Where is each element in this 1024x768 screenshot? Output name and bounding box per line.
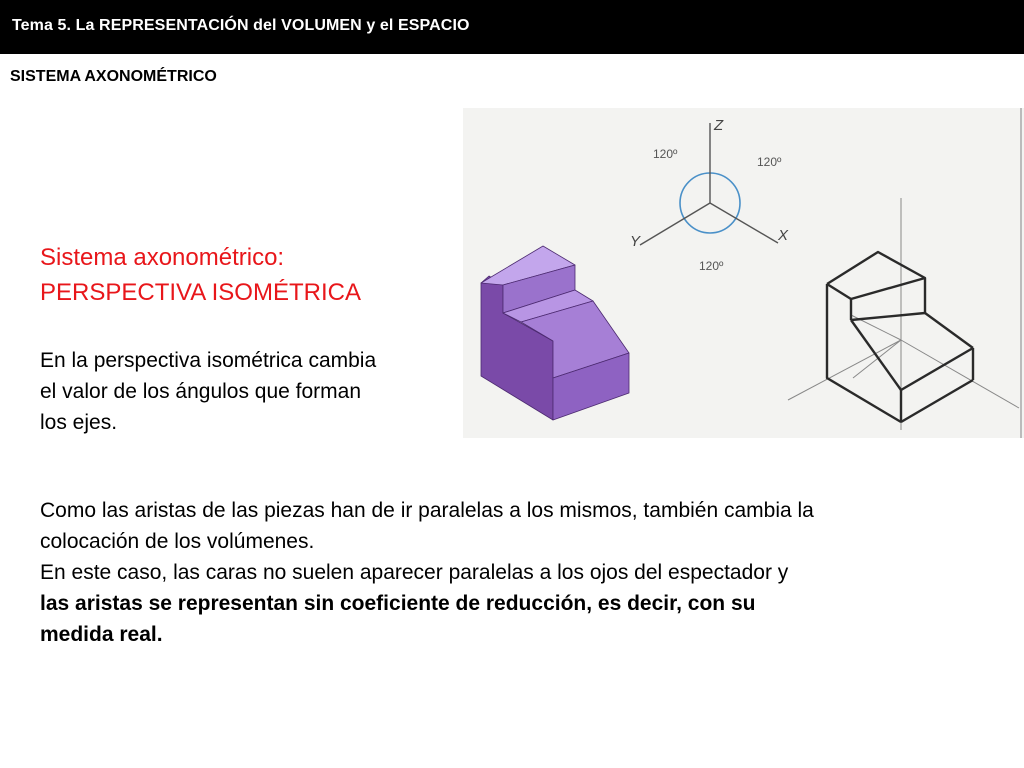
section-label: SISTEMA AXONOMÉTRICO bbox=[10, 68, 217, 85]
slide-heading bbox=[40, 240, 361, 310]
heading-line-1: Sistema axonométrico: bbox=[40, 244, 285, 271]
z-axis-label: Z bbox=[714, 117, 724, 134]
body-line-3: En este caso, las caras no suelen aparecer paralelas a los ojos del espectador y bbox=[40, 561, 789, 584]
header-bar bbox=[0, 0, 1024, 54]
intro-line-1: En la perspectiva isométrica cambia bbox=[40, 349, 377, 372]
isometric-figure bbox=[463, 108, 1024, 438]
body-bold-line-1: las aristas se representan sin coeficiente de reducción, es decir, con su bbox=[40, 592, 756, 615]
x-axis-label: X bbox=[778, 227, 789, 244]
intro-line-3: los ejes. bbox=[40, 411, 118, 434]
angle-label-top-left: 120º bbox=[653, 147, 678, 161]
angle-label-bottom: 120º bbox=[699, 259, 724, 273]
body-line-1: Como las aristas de las piezas han de ir paralelas a los mismos, también cambia la bbox=[40, 499, 814, 522]
angle-label-top-right: 120º bbox=[757, 155, 782, 169]
y-axis-label: Y bbox=[630, 233, 641, 250]
slide-header-title: Tema 5. La REPRESENTACIÓN del VOLUMEN y el ESPACIO bbox=[12, 17, 470, 34]
intro-paragraph bbox=[40, 345, 460, 438]
isometric-figure-svg bbox=[463, 108, 1024, 438]
body-line-2: colocación de los volúmenes. bbox=[40, 530, 315, 553]
heading-line-2: PERSPECTIVA ISOMÉTRICA bbox=[40, 279, 361, 306]
body-bold-line-2: medida real. bbox=[40, 623, 163, 646]
body-paragraph bbox=[40, 495, 1015, 650]
intro-line-2: el valor de los ángulos que forman bbox=[40, 380, 362, 403]
